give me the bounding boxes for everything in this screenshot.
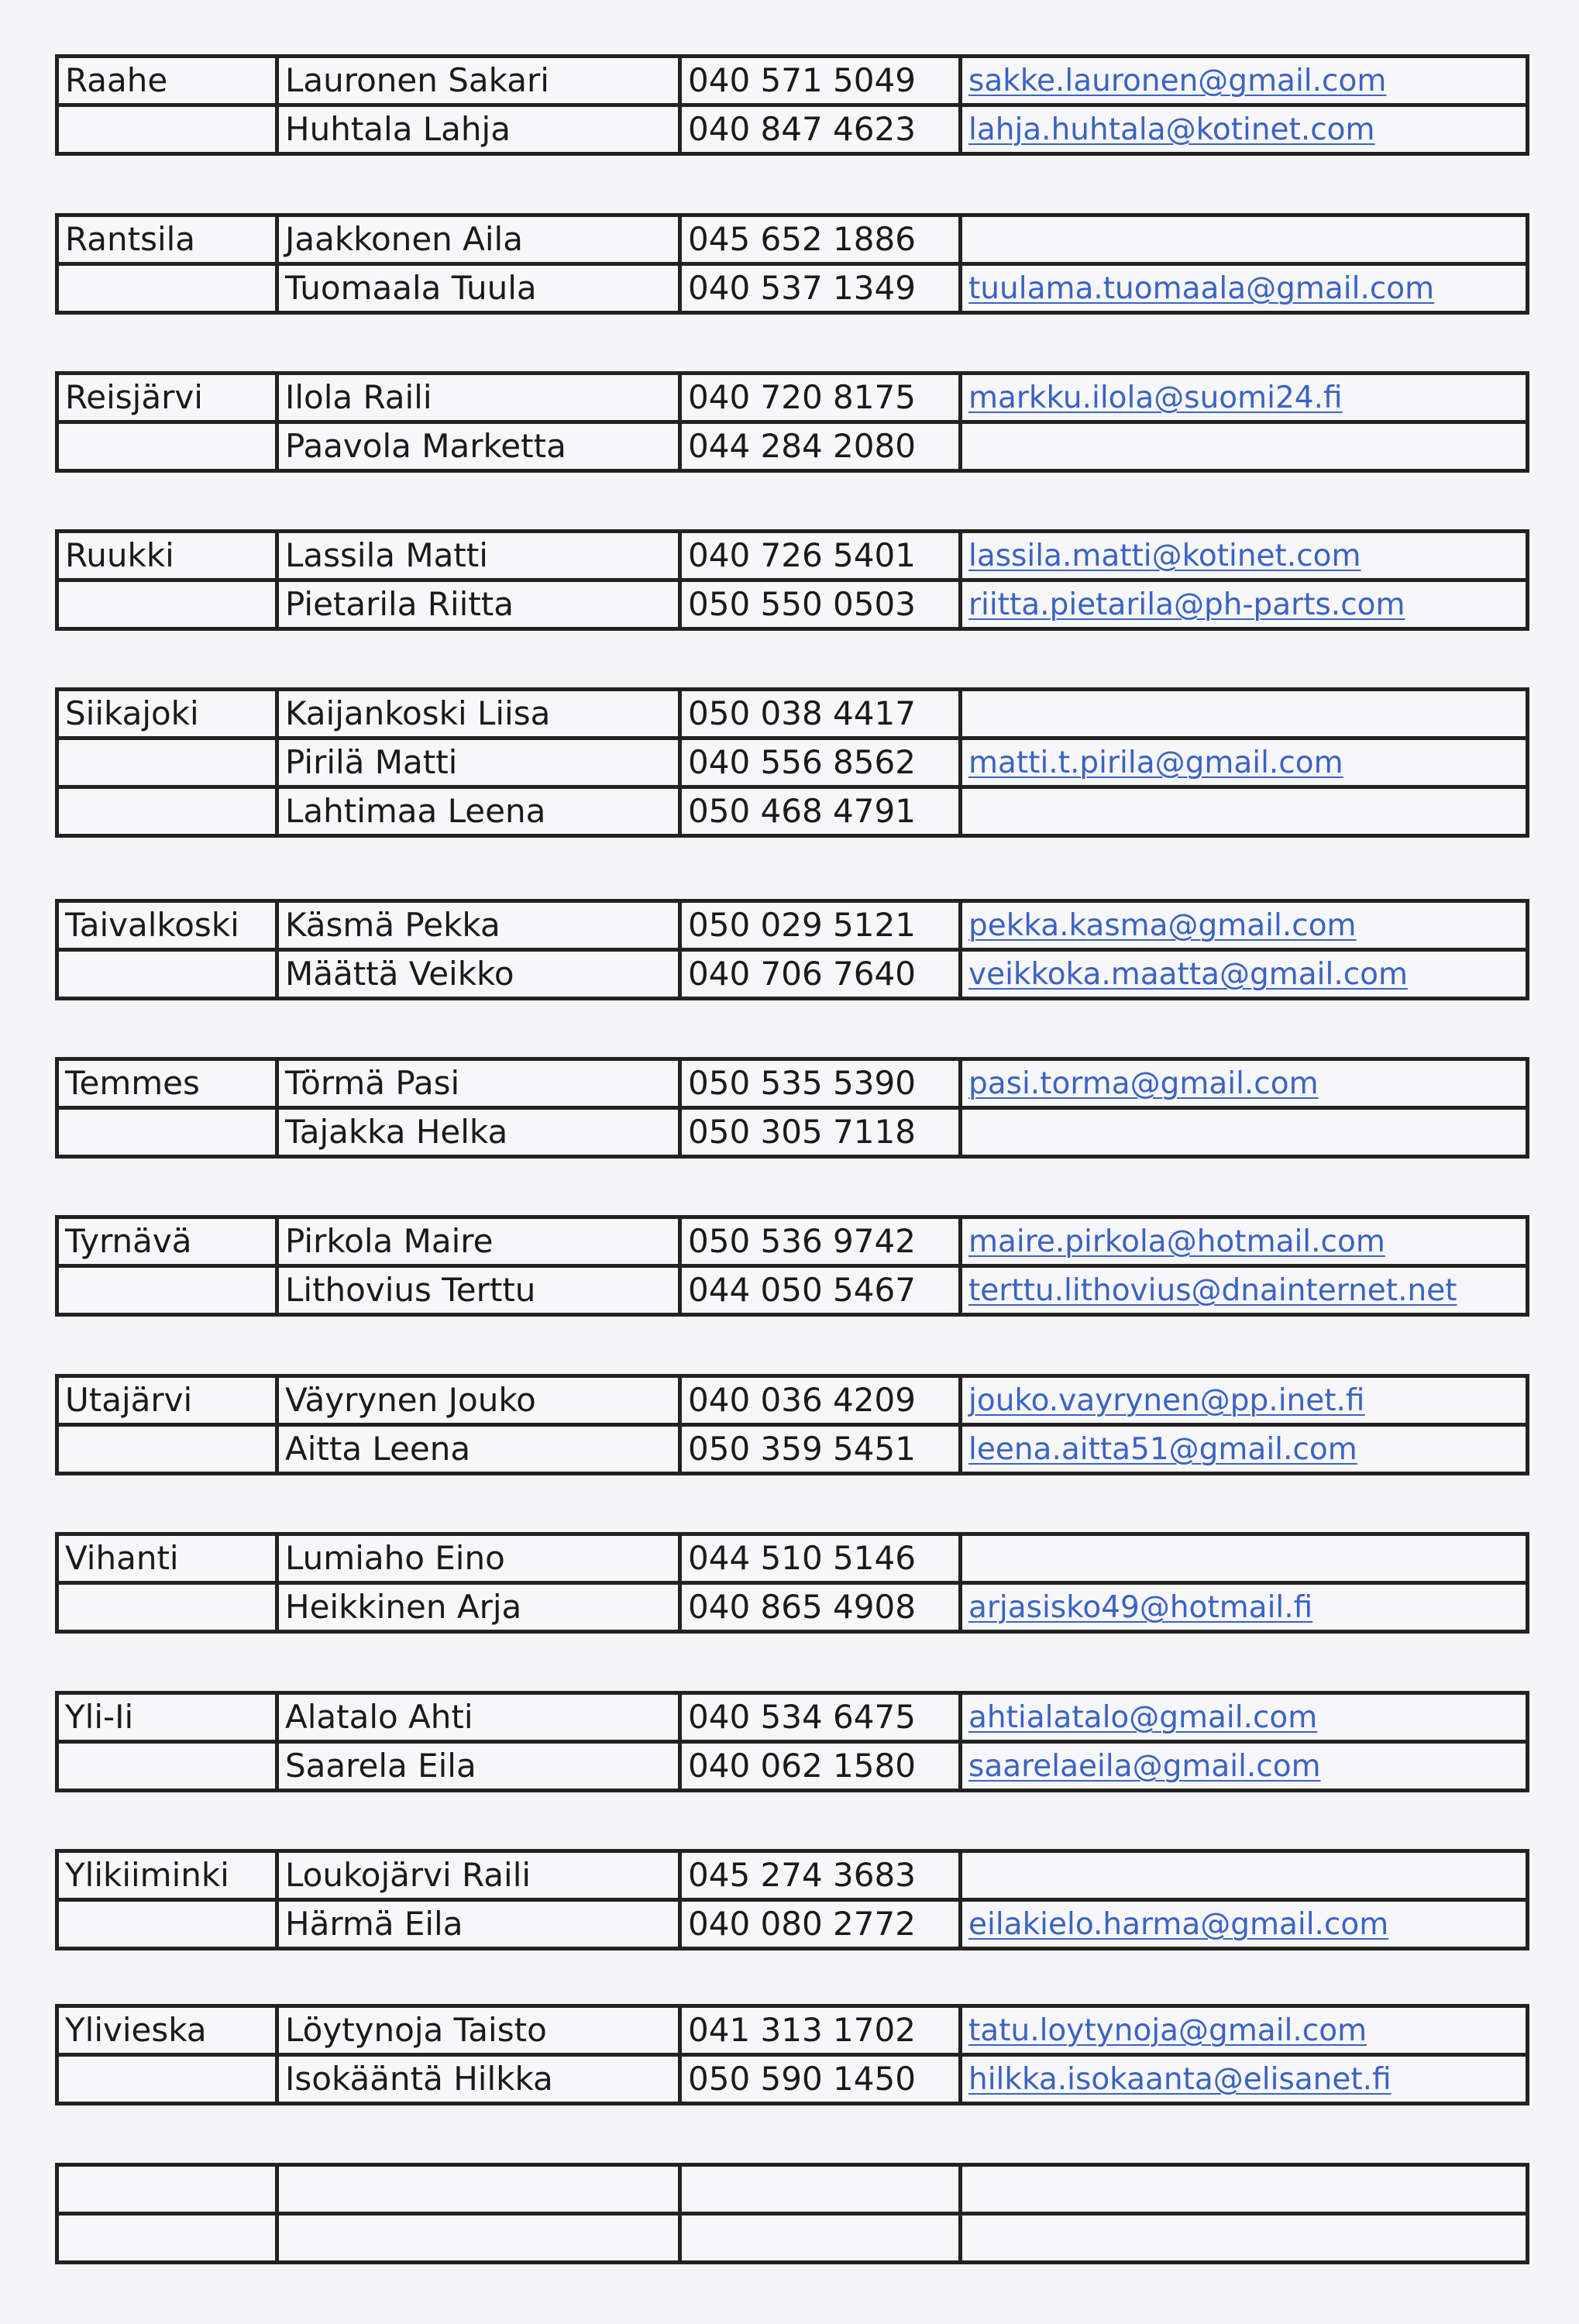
email-cell (961, 1583, 1528, 1632)
phone-cell: 040 537 1349 (680, 264, 961, 313)
email-link[interactable]: riitta.pietarila@ph-parts.com (968, 587, 1405, 622)
municipality-cell (57, 1108, 277, 1157)
table-row (57, 264, 1528, 313)
name-cell: Lahtimaa Leena (277, 787, 680, 836)
municipality-cell (57, 105, 277, 154)
phone-cell: 040 534 6475 (680, 1693, 961, 1742)
municipality-cell (57, 1583, 277, 1632)
name-cell: Pirilä Matti (277, 739, 680, 787)
name-cell: Kaijankoski Liisa (277, 690, 680, 739)
municipality-group (55, 1374, 1529, 1475)
email-link[interactable]: arjasisko49@hotmail.fi (968, 1589, 1313, 1625)
email-cell (961, 690, 1528, 739)
email-cell (961, 1900, 1528, 1949)
table-row (57, 2055, 1528, 2104)
name-cell: Määttä Veikko (277, 950, 680, 999)
table-row (57, 105, 1528, 154)
municipality-group (55, 1057, 1529, 1159)
email-cell (961, 1217, 1528, 1266)
municipality-group (55, 687, 1529, 838)
municipality-cell (57, 1425, 277, 1474)
name-cell (277, 2214, 680, 2263)
municipality-group (55, 1691, 1529, 1792)
table-row (57, 1742, 1528, 1791)
email-link[interactable]: eilakielo.harma@gmail.com (968, 1906, 1389, 1942)
email-link[interactable]: sakke.lauronen@gmail.com (968, 63, 1387, 98)
email-cell (961, 1266, 1528, 1315)
phone-cell: 044 510 5146 (680, 1534, 961, 1583)
email-link[interactable]: lahja.huhtala@kotinet.com (968, 112, 1375, 147)
phone-cell (680, 2165, 961, 2214)
name-cell: Ilola Raili (277, 374, 680, 422)
name-cell: Isokääntä Hilkka (277, 2055, 680, 2104)
phone-cell: 050 305 7118 (680, 1108, 961, 1157)
municipality-group (55, 529, 1529, 631)
municipality-cell (57, 1900, 277, 1949)
name-cell: Lassila Matti (277, 532, 680, 580)
email-cell (961, 1059, 1528, 1108)
municipality-cell: Ylivieska (57, 2006, 277, 2055)
email-link[interactable]: markku.ilola@suomi24.fi (968, 380, 1343, 415)
municipality-cell: Rantsila (57, 215, 277, 264)
municipality-cell: Yli-Ii (57, 1693, 277, 1742)
municipality-cell (57, 580, 277, 629)
table-row (57, 787, 1528, 836)
email-cell (961, 1534, 1528, 1583)
phone-cell: 040 720 8175 (680, 374, 961, 422)
municipality-cell: Vihanti (57, 1534, 277, 1583)
email-link[interactable]: maire.pirkola@hotmail.com (968, 1224, 1385, 1259)
name-cell: Alatalo Ahti (277, 1693, 680, 1742)
table-row (57, 2006, 1528, 2055)
phone-cell: 045 274 3683 (680, 1851, 961, 1900)
email-cell (961, 105, 1528, 154)
table-row (57, 215, 1528, 264)
phone-cell: 040 080 2772 (680, 1900, 961, 1949)
name-cell: Tajakka Helka (277, 1108, 680, 1157)
phone-cell: 050 029 5121 (680, 901, 961, 950)
email-link[interactable]: tatu.loytynoja@gmail.com (968, 2012, 1367, 2048)
municipality-group (55, 371, 1529, 473)
name-cell: Loukojärvi Raili (277, 1851, 680, 1900)
email-link[interactable]: jouko.vayrynen@pp.inet.fi (968, 1382, 1365, 1418)
table-row (57, 580, 1528, 629)
phone-cell: 040 036 4209 (680, 1376, 961, 1425)
email-cell (961, 215, 1528, 264)
email-cell (961, 950, 1528, 999)
municipality-cell (57, 422, 277, 471)
email-cell (961, 57, 1528, 105)
email-cell (961, 374, 1528, 422)
email-cell (961, 1693, 1528, 1742)
table-row (57, 1534, 1528, 1583)
municipality-cell: Reisjärvi (57, 374, 277, 422)
municipality-cell (57, 787, 277, 836)
table-row (57, 690, 1528, 739)
phone-cell: 040 706 7640 (680, 950, 961, 999)
email-cell (961, 1376, 1528, 1425)
phone-cell: 040 571 5049 (680, 57, 961, 105)
table-row (57, 1217, 1528, 1266)
email-cell (961, 532, 1528, 580)
phone-cell: 040 062 1580 (680, 1742, 961, 1791)
name-cell: Lithovius Terttu (277, 1266, 680, 1315)
email-cell (961, 2165, 1528, 2214)
phone-cell: 050 535 5390 (680, 1059, 961, 1108)
phone-cell: 040 865 4908 (680, 1583, 961, 1632)
table-row (57, 374, 1528, 422)
name-cell: Väyrynen Jouko (277, 1376, 680, 1425)
phone-cell: 050 536 9742 (680, 1217, 961, 1266)
municipality-group (55, 54, 1529, 156)
municipality-cell: Ruukki (57, 532, 277, 580)
name-cell: Lumiaho Eino (277, 1534, 680, 1583)
name-cell: Pirkola Maire (277, 1217, 680, 1266)
email-cell (961, 1851, 1528, 1900)
table-row (57, 1108, 1528, 1157)
municipality-cell (57, 264, 277, 313)
phone-cell: 040 556 8562 (680, 739, 961, 787)
email-cell (961, 1742, 1528, 1791)
name-cell: Löytynoja Taisto (277, 2006, 680, 2055)
email-cell (961, 2214, 1528, 2263)
table-row (57, 1693, 1528, 1742)
municipality-group (55, 1215, 1529, 1317)
email-link[interactable]: matti.t.pirila@gmail.com (968, 745, 1343, 780)
table-row (57, 1266, 1528, 1315)
email-link[interactable]: terttu.lithovius@dnainternet.net (968, 1272, 1457, 1308)
table-row (57, 1425, 1528, 1474)
email-cell (961, 739, 1528, 787)
municipality-cell: Utajärvi (57, 1376, 277, 1425)
table-row (57, 1583, 1528, 1632)
name-cell: Paavola Marketta (277, 422, 680, 471)
name-cell: Käsmä Pekka (277, 901, 680, 950)
email-cell (961, 2006, 1528, 2055)
phone-cell (680, 2214, 961, 2263)
phone-cell: 041 313 1702 (680, 2006, 961, 2055)
municipality-cell (57, 1266, 277, 1315)
email-cell (961, 901, 1528, 950)
table-row (57, 57, 1528, 105)
table-row (57, 422, 1528, 471)
email-link[interactable]: pekka.kasma@gmail.com (968, 907, 1357, 943)
municipality-group (55, 1849, 1529, 1950)
name-cell: Heikkinen Arja (277, 1583, 680, 1632)
table-row (57, 532, 1528, 580)
municipality-cell (57, 2165, 277, 2214)
phone-cell: 050 038 4417 (680, 690, 961, 739)
email-cell (961, 1108, 1528, 1157)
email-link[interactable]: tuulama.tuomaala@gmail.com (968, 270, 1435, 306)
municipality-group (55, 2004, 1529, 2105)
municipality-cell (57, 2214, 277, 2263)
email-link[interactable]: leena.aitta51@gmail.com (968, 1431, 1357, 1467)
name-cell: Huhtala Lahja (277, 105, 680, 154)
email-cell (961, 422, 1528, 471)
name-cell: Härmä Eila (277, 1900, 680, 1949)
municipality-cell (57, 950, 277, 999)
email-link[interactable]: lassila.matti@kotinet.com (968, 538, 1361, 573)
municipality-cell: Siikajoki (57, 690, 277, 739)
table-row (57, 901, 1528, 950)
table-row (57, 950, 1528, 999)
table-row (57, 1376, 1528, 1425)
municipality-cell: Tyrnävä (57, 1217, 277, 1266)
table-row (57, 2165, 1528, 2214)
email-cell (961, 264, 1528, 313)
municipality-cell (57, 2055, 277, 2104)
email-link[interactable]: pasi.torma@gmail.com (968, 1066, 1319, 1101)
municipality-group (55, 1532, 1529, 1634)
phone-cell: 040 847 4623 (680, 105, 961, 154)
email-cell (961, 580, 1528, 629)
municipality-cell (57, 1742, 277, 1791)
phone-cell: 045 652 1886 (680, 215, 961, 264)
name-cell: Tuomaala Tuula (277, 264, 680, 313)
name-cell (277, 2165, 680, 2214)
table-row (57, 1900, 1528, 1949)
phone-cell: 040 726 5401 (680, 532, 961, 580)
email-link[interactable]: hilkka.isokaanta@elisanet.fi (968, 2061, 1392, 2097)
municipality-cell: Raahe (57, 57, 277, 105)
municipality-cell: Temmes (57, 1059, 277, 1108)
phone-cell: 044 050 5467 (680, 1266, 961, 1315)
municipality-cell: Ylikiiminki (57, 1851, 277, 1900)
name-cell: Saarela Eila (277, 1742, 680, 1791)
phone-cell: 050 550 0503 (680, 580, 961, 629)
email-link[interactable]: veikkoka.maatta@gmail.com (968, 956, 1409, 992)
name-cell: Aitta Leena (277, 1425, 680, 1474)
phone-cell: 044 284 2080 (680, 422, 961, 471)
name-cell: Lauronen Sakari (277, 57, 680, 105)
municipality-group (55, 899, 1529, 1000)
email-link[interactable]: saarelaeila@gmail.com (968, 1748, 1321, 1784)
name-cell: Törmä Pasi (277, 1059, 680, 1108)
phone-cell: 050 590 1450 (680, 2055, 961, 2104)
table-row (57, 1851, 1528, 1900)
email-link[interactable]: ahtialatalo@gmail.com (968, 1699, 1318, 1735)
table-row (57, 1059, 1528, 1108)
email-cell (961, 2055, 1528, 2104)
municipality-cell (57, 739, 277, 787)
name-cell: Jaakkonen Aila (277, 215, 680, 264)
municipality-cell: Taivalkoski (57, 901, 277, 950)
phone-cell: 050 468 4791 (680, 787, 961, 836)
municipality-group (55, 213, 1529, 315)
table-row (57, 2214, 1528, 2263)
email-cell (961, 787, 1528, 836)
table-row (57, 739, 1528, 787)
phone-cell: 050 359 5451 (680, 1425, 961, 1474)
municipality-group (55, 2163, 1529, 2264)
name-cell: Pietarila Riitta (277, 580, 680, 629)
email-cell (961, 1425, 1528, 1474)
